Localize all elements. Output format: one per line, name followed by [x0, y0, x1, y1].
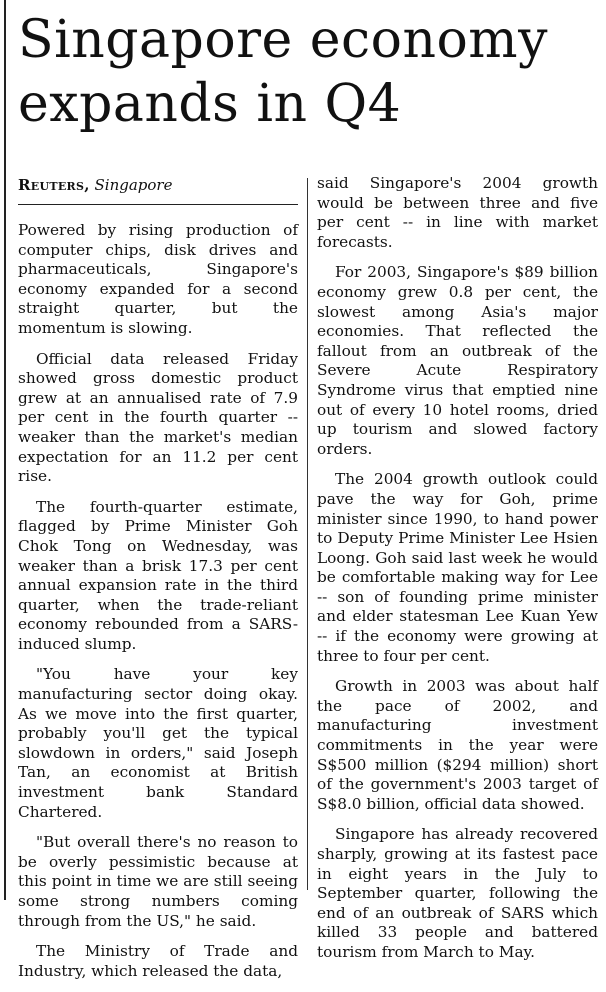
- column-divider: [307, 178, 308, 890]
- paragraph: Powered by rising production of computer chips, disk drives and pharmaceuticals, Singapore's economy expanded for a second straight quarter, but the momentum is slowing.: [18, 221, 298, 337]
- paragraph-continued: said Singapore's 2004 growth would be between three and five per cent -- in line with market forecasts.: [317, 174, 598, 251]
- paragraph: Singapore has already recovered sharply, growing at its fastest pace in eight years in the July to September quarter, following the end of an outbreak of SARS which killed 33 people and battered tourism from March to May.: [317, 825, 598, 961]
- paragraph: "But overall there's no reason to be overly pessimistic because at this point in time we are still seeing some strong numbers coming through from the US," he said.: [18, 833, 298, 930]
- byline-place: Singapore: [94, 176, 173, 194]
- headline: Singapore economy expands in Q4: [18, 10, 548, 134]
- paragraph: Official data released Friday showed gross domestic product grew at an annualised rate of 7.9 per cent in the fourth quarter -- weaker than the market's median expectation for an 11.2 per cent rise.: [18, 349, 298, 486]
- paragraph: The fourth-quarter estimate, flagged by Prime Minister Goh Chok Tong on Wednesday, was weaker than a brisk 17.3 per cent annual expansion rate in the third quarter, when the trade-reliant economy rebounded from a SARS-induced slump.: [18, 497, 298, 653]
- byline: [18, 174, 298, 205]
- paragraph: For 2003, Singapore's $89 billion economy grew 0.8 per cent, the slowest among Asia's major economies. That reflected the fallout from an outbreak of the Severe Acute Respiratory Syndrome virus that emptied nine out of every 10 hotel rooms, dried up tourism and slowed factory orders.: [317, 263, 598, 458]
- article-column-right: [317, 174, 598, 974]
- article-column-left: [18, 174, 298, 992]
- byline-agency: Reuters,: [18, 176, 90, 194]
- paragraph: "You have your key manufacturing sector doing okay. As we move into the first quarter, probably you'll get the typical slowdown in orders," said Joseph Tan, an economist at British investment bank Standard Chartered.: [18, 665, 298, 821]
- paragraph: The Ministry of Trade and Industry, which released the data,: [18, 942, 298, 980]
- left-margin-rule: [4, 0, 6, 900]
- paragraph: The 2004 growth outlook could pave the way for Goh, prime minister since 1990, to hand power to Deputy Prime Minister Lee Hsien Loong. Goh said last week he would be comfortable making way for Lee -- son of founding prime minister and elder statesman Lee Kuan Yew -- if the economy were growing at three to four per cent.: [317, 470, 598, 665]
- paragraph: Growth in 2003 was about half the pace of 2002, and manufacturing investment commitments in the year were S$500 million ($294 million) short of the government's 2003 target of S$8.0 billion, official data showed.: [317, 677, 598, 813]
